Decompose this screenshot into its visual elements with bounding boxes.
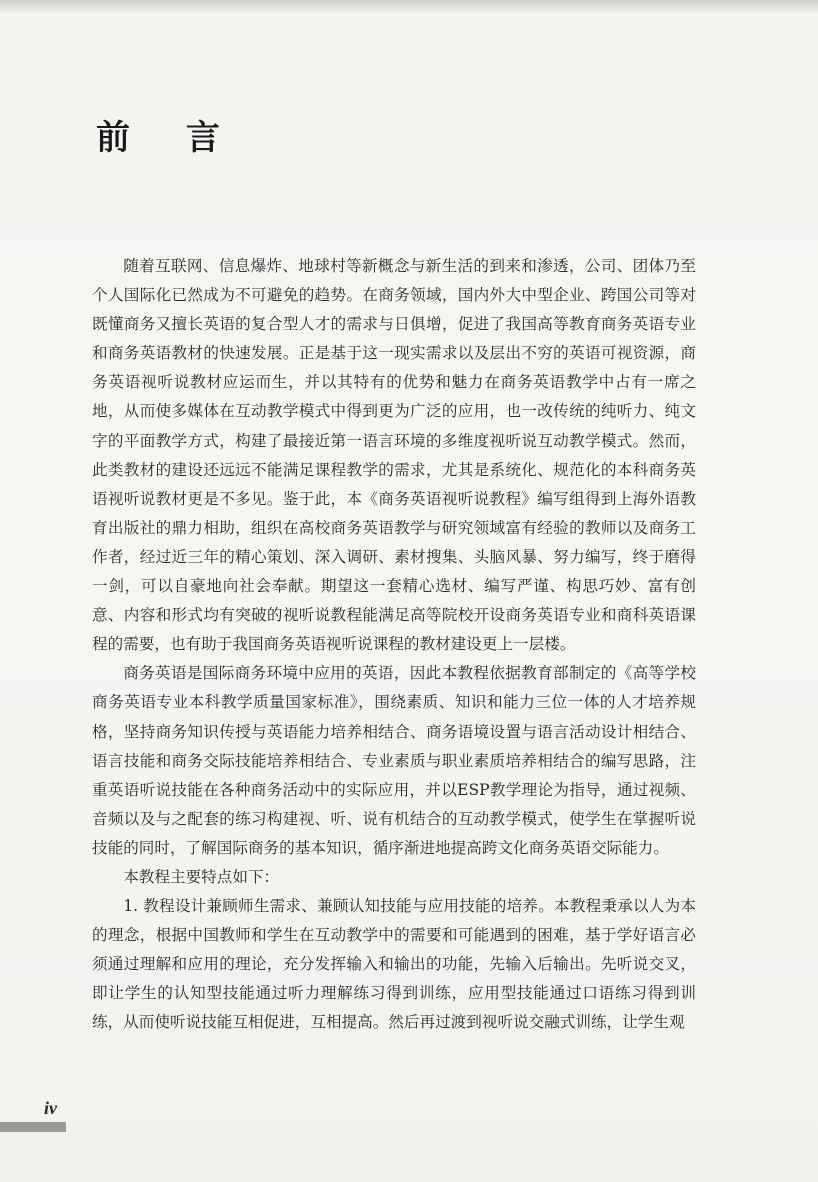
paragraph-2: 商务英语是国际商务环境中应用的英语，因此本教程依据教育部制定的《高等学校商务英语专业本科教学质量国家标准》，围绕素质、知识和能力三位一体的人才培养规格，坚持商务知识传授与英语能力培养相结合、商务语境设置与语言活动设计相结合、语言技能和商务交际技能培养相结合、专业素质与职业素质培养相结合的编写思路，注重英语听说技能在各种商务活动中的实际应用，并以ESP教学理论为指导，通过视频、音频以及与之配套的练习构建视、听、说有机结合的互动教学模式，使学生在掌握听说技能的同时，了解国际商务的基本知识，循序渐进地提高跨文化商务英语交际能力。 bbox=[92, 664, 696, 857]
page-title: 前 言 bbox=[96, 118, 242, 158]
paragraph-1: 随着互联网、信息爆炸、地球村等新概念与新生活的到来和渗透，公司、团体乃至个人国际化已然成为不可避免的趋势。在商务领域，国内外大中型企业、跨国公司等对既懂商务又擅长英语的复合型人才的需求与日俱增，促进了我国高等教育商务英语专业和商务英语教材的快速发展。正是基于这一现实需求以及层出不穷的英语可视资源，商务英语视听说教材应运而生，并以其特有的优势和魅力在商务英语教学中占有一席之地，从而使多媒体在互动教学模式中得到更为广泛的应用，也一改传统的纯听力、纯文字的平面教学方式，构建了最接近第一语言环境的多维度视听说互动教学模式。然而，此类教材的建设还远远不能满足课程教学的需求，尤其是系统化、规范化的本科商务英语视听说教材更是不多见。鉴于此，本《商务英语视听说教程》编写组得到上海外语教育出版社的鼎力相助，组织在高校商务英语教学与研究领域富有经验的教师以及商务工作者，经过近三年的精心策划、深入调研、素材搜集、头脑风暴、努力编写，终于磨得一剑，可以自豪地向社会奉献。期望这一套精心选材、编写严谨、构思巧妙、富有创意、内容和形式均有突破的视听说教程能满足高等院校开设商务英语专业和商科英语课程的需要，也有助于我国商务英语视听说课程的教材建设更上一层楼。 bbox=[92, 257, 696, 654]
preface-body bbox=[92, 252, 696, 1038]
page-number-bar bbox=[0, 1122, 66, 1132]
page-top-shadow bbox=[0, 0, 818, 14]
page-number: iv bbox=[44, 1098, 57, 1118]
paragraph-4: 1. 教程设计兼顾师生需求、兼顾认知技能与应用技能的培养。本教程秉承以人为本的理念，根据中国教师和学生在互动教学中的需要和可能遇到的困难，基于学好语言必须通过理解和应用的理论，充分发挥输入和输出的功能，先输入后输出。先听说交叉，即让学生的认知型技能通过听力理解练习得到训练，应用型技能通过口语练习得到训练，从而使听说技能互相促进，互相提高。然后再过渡到视听说交融式训练，让学生观 bbox=[92, 897, 696, 1032]
paragraph-3: 本教程主要特点如下： bbox=[123, 867, 280, 886]
